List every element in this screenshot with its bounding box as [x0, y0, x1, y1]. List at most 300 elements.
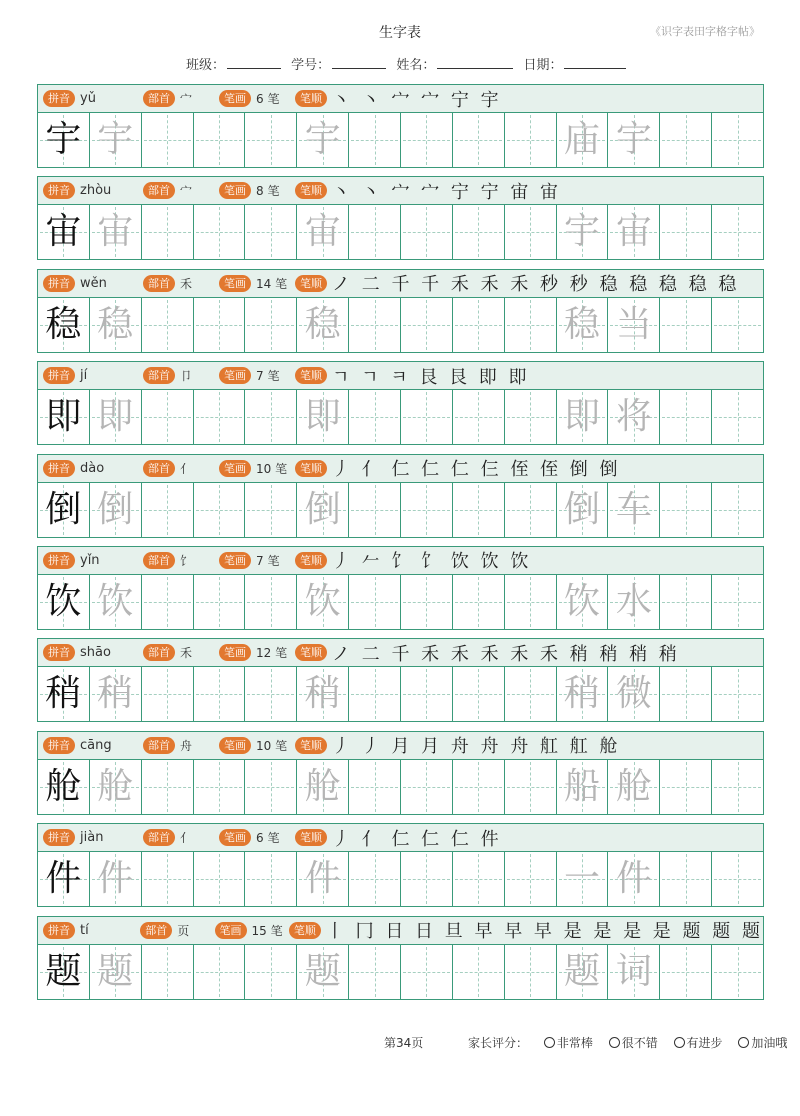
- writing-cell[interactable]: [349, 760, 401, 814]
- writing-cell[interactable]: [557, 667, 609, 721]
- trace-character: 宇: [615, 119, 652, 160]
- trace-character: 稳: [97, 303, 134, 345]
- writing-cell[interactable]: [194, 945, 246, 999]
- radical-badge: 部首: [143, 275, 175, 292]
- writing-cell[interactable]: [401, 298, 453, 352]
- pinyin-text: jí: [80, 368, 88, 384]
- writing-cell[interactable]: [38, 298, 90, 352]
- writing-cell[interactable]: [712, 483, 764, 537]
- tianzige-grid: [37, 389, 764, 445]
- trace-character: 件: [97, 858, 134, 900]
- writing-cell[interactable]: [194, 113, 246, 167]
- writing-cell[interactable]: [297, 298, 349, 352]
- stroke-order: 丨 冂 日 日 旦 早 早 早 是 是 是 是 题 题 题: [325, 921, 763, 943]
- writing-cell[interactable]: [245, 205, 297, 259]
- writing-cell[interactable]: [453, 483, 505, 537]
- trace-character: 宇: [97, 119, 134, 160]
- writing-cell[interactable]: [660, 205, 712, 259]
- writing-cell[interactable]: [401, 945, 453, 999]
- character-row: [37, 454, 764, 538]
- pinyin-badge: 拼音: [43, 644, 75, 661]
- strokes-badge: 笔画: [219, 182, 251, 199]
- row-header: [37, 269, 764, 297]
- writing-cell[interactable]: [453, 298, 505, 352]
- writing-cell[interactable]: [453, 390, 505, 444]
- trace-character: 舱: [615, 765, 652, 807]
- strokes-badge: 笔画: [219, 275, 251, 292]
- rating-option-3[interactable]: 有进步: [674, 1036, 723, 1050]
- writing-cell[interactable]: [297, 113, 349, 167]
- writing-cell[interactable]: [453, 760, 505, 814]
- writing-cell[interactable]: [90, 390, 142, 444]
- writing-cell[interactable]: [557, 483, 609, 537]
- character-row: [37, 361, 764, 445]
- writing-cell[interactable]: [38, 113, 90, 167]
- trace-character: 即: [564, 396, 601, 438]
- strokes-badge: 笔画: [219, 644, 251, 661]
- writing-cell[interactable]: [194, 852, 246, 906]
- writing-cell[interactable]: [194, 483, 246, 537]
- info-line: [186, 54, 632, 73]
- date-field[interactable]: [523, 54, 626, 73]
- trace-character: 将: [615, 396, 652, 438]
- stroke-order: 丶 丶 宀 宀 宁 宇: [332, 89, 502, 111]
- writing-cell[interactable]: [90, 945, 142, 999]
- writing-cell[interactable]: [349, 945, 401, 999]
- strokes-badge: 笔画: [219, 829, 251, 846]
- trace-character: 件: [304, 858, 341, 900]
- writing-cell[interactable]: [349, 667, 401, 721]
- trace-character: 即: [97, 396, 134, 438]
- writing-cell[interactable]: [608, 390, 660, 444]
- writing-cell[interactable]: [194, 575, 246, 629]
- trace-character: 题: [564, 950, 601, 992]
- stroke-count: 7 笔: [256, 369, 280, 384]
- writing-cell[interactable]: [505, 852, 557, 906]
- writing-cell[interactable]: [712, 667, 764, 721]
- writing-cell[interactable]: [401, 852, 453, 906]
- pinyin-text: yǔ: [80, 91, 96, 106]
- row-header: [37, 731, 764, 759]
- writing-cell[interactable]: [505, 667, 557, 721]
- tianzige-grid: [37, 759, 764, 815]
- strokes-badge: 笔画: [219, 460, 251, 477]
- class-field[interactable]: [186, 54, 281, 73]
- writing-cell[interactable]: [660, 390, 712, 444]
- order-badge: 笔顺: [295, 460, 327, 477]
- writing-cell[interactable]: [194, 205, 246, 259]
- order-badge: 笔顺: [295, 552, 327, 569]
- pinyin-badge: 拼音: [43, 275, 75, 292]
- tianzige-grid: [37, 574, 764, 630]
- writing-cell[interactable]: [90, 298, 142, 352]
- model-character: 稳: [45, 303, 82, 345]
- writing-cell[interactable]: [194, 390, 246, 444]
- trace-character: 稍: [564, 673, 601, 715]
- writing-cell[interactable]: [608, 298, 660, 352]
- writing-cell[interactable]: [453, 575, 505, 629]
- rating-option-1[interactable]: 非常棒: [544, 1036, 593, 1050]
- writing-cell[interactable]: [557, 390, 609, 444]
- writing-cell[interactable]: [349, 483, 401, 537]
- radical-badge: 部首: [143, 829, 175, 846]
- writing-cell[interactable]: [505, 945, 557, 999]
- tianzige-grid: [37, 204, 764, 260]
- writing-cell[interactable]: [245, 575, 297, 629]
- pinyin-badge: 拼音: [43, 182, 75, 199]
- writing-cell[interactable]: [297, 945, 349, 999]
- writing-cell[interactable]: [660, 113, 712, 167]
- writing-cell[interactable]: [557, 298, 609, 352]
- stroke-order: 丿 亻 仁 仁 仁 件: [332, 828, 502, 850]
- writing-cell[interactable]: [505, 113, 557, 167]
- pinyin-badge: 拼音: [43, 552, 75, 569]
- trace-character: 饮: [304, 580, 341, 622]
- tianzige-grid: [37, 297, 764, 353]
- pinyin-badge: 拼音: [43, 460, 75, 477]
- order-badge: 笔顺: [295, 367, 327, 384]
- writing-cell[interactable]: [608, 667, 660, 721]
- writing-cell[interactable]: [297, 205, 349, 259]
- writing-cell[interactable]: [142, 667, 194, 721]
- radical-text: 卩: [180, 369, 193, 384]
- trace-character: 稳: [564, 303, 601, 345]
- order-badge: 笔顺: [295, 182, 327, 199]
- order-badge: 笔顺: [295, 737, 327, 754]
- writing-cell[interactable]: [557, 205, 609, 259]
- student-no-label: 学号：: [291, 58, 331, 73]
- character-row: [37, 176, 764, 260]
- writing-cell[interactable]: [401, 113, 453, 167]
- trace-character: 船: [564, 765, 601, 807]
- trace-character: 宙: [304, 211, 341, 253]
- writing-cell[interactable]: [712, 760, 764, 814]
- writing-cell[interactable]: [245, 483, 297, 537]
- character-table: [37, 84, 764, 1008]
- strokes-badge: 笔画: [215, 922, 247, 939]
- writing-cell[interactable]: [608, 852, 660, 906]
- pinyin-badge: 拼音: [43, 829, 75, 846]
- writing-cell[interactable]: [38, 667, 90, 721]
- radical-badge: 部首: [143, 367, 175, 384]
- writing-cell[interactable]: [557, 575, 609, 629]
- character-row: [37, 84, 764, 168]
- trace-character: 稍: [97, 673, 134, 715]
- trace-character: 舱: [97, 765, 134, 807]
- trace-character: 微: [615, 673, 652, 715]
- writing-cell[interactable]: [453, 852, 505, 906]
- radical-text: 舟: [180, 738, 193, 753]
- writing-cell[interactable]: [38, 945, 90, 999]
- writing-cell[interactable]: [401, 667, 453, 721]
- writing-cell[interactable]: [90, 483, 142, 537]
- stroke-order: ノ 二 千 千 禾 禾 禾 秒 秒 稳 稳 稳 稳 稳: [332, 274, 740, 296]
- character-row: [37, 823, 764, 907]
- radical-badge: 部首: [143, 644, 175, 661]
- model-character: 即: [45, 396, 82, 438]
- radical-text: 亻: [180, 831, 193, 846]
- trace-character: 题: [304, 950, 341, 992]
- writing-cell[interactable]: [660, 298, 712, 352]
- writing-cell[interactable]: [142, 760, 194, 814]
- writing-cell[interactable]: [142, 852, 194, 906]
- writing-cell[interactable]: [349, 390, 401, 444]
- character-row: [37, 638, 764, 722]
- stroke-count: 7 笔: [256, 553, 280, 568]
- radical-text: 宀: [180, 184, 193, 199]
- rating-option-2[interactable]: 很不错: [609, 1036, 658, 1050]
- writing-cell[interactable]: [712, 575, 764, 629]
- writing-cell[interactable]: [712, 205, 764, 259]
- writing-cell[interactable]: [349, 575, 401, 629]
- tianzige-grid: [37, 666, 764, 722]
- writing-cell[interactable]: [660, 483, 712, 537]
- trace-character: 倒: [97, 488, 134, 530]
- radical-badge: 部首: [143, 460, 175, 477]
- pinyin-text: shāo: [80, 645, 111, 661]
- writing-cell[interactable]: [38, 852, 90, 906]
- stroke-count: 6 笔: [256, 831, 280, 846]
- trace-character: 当: [615, 303, 652, 345]
- name-label: 姓名：: [396, 58, 436, 73]
- stroke-order: ノ 二 千 禾 禾 禾 禾 禾 稍 稍 稍 稍: [332, 643, 680, 665]
- writing-cell[interactable]: [297, 390, 349, 444]
- writing-cell[interactable]: [401, 760, 453, 814]
- writing-cell[interactable]: [505, 483, 557, 537]
- writing-cell[interactable]: [297, 667, 349, 721]
- writing-cell[interactable]: [142, 483, 194, 537]
- writing-cell[interactable]: [712, 390, 764, 444]
- row-header: [37, 823, 764, 851]
- tianzige-grid: [37, 851, 764, 907]
- stroke-order: 丿 𠂉 饣 饣 饮 饮 饮: [332, 551, 532, 573]
- writing-cell[interactable]: [660, 852, 712, 906]
- trace-character: 稍: [304, 673, 341, 715]
- trace-character: 稳: [304, 303, 341, 345]
- writing-cell[interactable]: [38, 483, 90, 537]
- model-character: 舱: [45, 765, 82, 807]
- stroke-count: 10 笔: [256, 461, 288, 476]
- writing-cell[interactable]: [505, 205, 557, 259]
- writing-cell[interactable]: [453, 205, 505, 259]
- tianzige-grid: [37, 112, 764, 168]
- page-title: 生字表: [379, 25, 421, 41]
- writing-cell[interactable]: [90, 852, 142, 906]
- writing-cell[interactable]: [608, 945, 660, 999]
- trace-character: 宇: [304, 119, 341, 160]
- writing-cell[interactable]: [38, 760, 90, 814]
- writing-cell[interactable]: [349, 298, 401, 352]
- strokes-badge: 笔画: [219, 737, 251, 754]
- writing-cell[interactable]: [38, 575, 90, 629]
- writing-cell[interactable]: [660, 575, 712, 629]
- model-character: 宙: [45, 211, 82, 253]
- writing-cell[interactable]: [90, 205, 142, 259]
- writing-cell[interactable]: [712, 945, 764, 999]
- pinyin-text: zhòu: [80, 183, 112, 199]
- writing-cell[interactable]: [608, 575, 660, 629]
- character-row: [37, 916, 764, 1000]
- name-field[interactable]: [396, 54, 513, 73]
- stroke-count: 6 笔: [256, 92, 280, 106]
- writing-cell[interactable]: [142, 113, 194, 167]
- writing-cell[interactable]: [608, 205, 660, 259]
- writing-cell[interactable]: [297, 483, 349, 537]
- order-badge: 笔顺: [295, 644, 327, 661]
- writing-cell[interactable]: [505, 390, 557, 444]
- writing-cell[interactable]: [401, 575, 453, 629]
- model-character: 倒: [45, 488, 82, 530]
- writing-cell[interactable]: [297, 852, 349, 906]
- trace-character: 饮: [564, 580, 601, 622]
- writing-cell[interactable]: [557, 852, 609, 906]
- writing-cell[interactable]: [90, 667, 142, 721]
- stroke-count: 14 笔: [256, 276, 288, 291]
- model-character: 题: [45, 950, 82, 992]
- pinyin-text: wěn: [80, 275, 107, 291]
- trace-character: 庙: [564, 119, 601, 160]
- strokes-badge: 笔画: [219, 367, 251, 384]
- pinyin-text: tí: [80, 922, 89, 938]
- trace-character: 水: [615, 580, 652, 622]
- model-character: 饮: [45, 580, 82, 622]
- writing-cell[interactable]: [453, 945, 505, 999]
- writing-cell[interactable]: [245, 113, 297, 167]
- writing-cell[interactable]: [142, 205, 194, 259]
- writing-cell[interactable]: [38, 205, 90, 259]
- radical-text: 页: [177, 923, 190, 938]
- writing-cell[interactable]: [608, 113, 660, 167]
- stroke-count: 10 笔: [256, 738, 288, 753]
- writing-cell[interactable]: [401, 390, 453, 444]
- radical-badge: 部首: [143, 182, 175, 199]
- radical-text: 宀: [180, 92, 193, 106]
- stroke-order: 丿 亻 仁 仁 仁 仨 侄 侄 倒 倒: [332, 459, 621, 481]
- parent-rating: [468, 1034, 787, 1051]
- trace-character: 题: [97, 950, 134, 992]
- pinyin-badge: 拼音: [43, 922, 75, 939]
- radical-text: 饣: [180, 553, 193, 568]
- writing-cell[interactable]: [38, 390, 90, 444]
- character-row: [37, 546, 764, 630]
- pinyin-text: dào: [80, 460, 105, 476]
- writing-cell[interactable]: [245, 760, 297, 814]
- writing-cell[interactable]: [453, 667, 505, 721]
- writing-cell[interactable]: [660, 945, 712, 999]
- writing-cell[interactable]: [712, 113, 764, 167]
- writing-cell[interactable]: [245, 852, 297, 906]
- writing-cell[interactable]: [660, 667, 712, 721]
- writing-cell[interactable]: [349, 113, 401, 167]
- writing-cell[interactable]: [142, 298, 194, 352]
- trace-character: 件: [615, 858, 652, 900]
- row-header: [37, 361, 764, 389]
- writing-cell[interactable]: [505, 760, 557, 814]
- writing-cell[interactable]: [401, 483, 453, 537]
- radical-text: 亻: [180, 461, 193, 476]
- trace-character: 宙: [615, 211, 652, 253]
- rating-label: 家长评分：: [468, 1036, 529, 1050]
- date-label: 日期：: [523, 58, 563, 73]
- model-character: 件: [45, 858, 82, 900]
- writing-cell[interactable]: [245, 298, 297, 352]
- pinyin-text: cāng: [80, 737, 112, 753]
- trace-character: 词: [615, 950, 652, 992]
- writing-cell[interactable]: [194, 760, 246, 814]
- writing-cell[interactable]: [349, 205, 401, 259]
- writing-cell[interactable]: [453, 113, 505, 167]
- pinyin-text: yǐn: [80, 552, 100, 568]
- row-header: [37, 454, 764, 482]
- order-badge: 笔顺: [295, 275, 327, 292]
- writing-cell[interactable]: [505, 575, 557, 629]
- order-badge: 笔顺: [295, 829, 327, 846]
- model-character: 稍: [45, 673, 82, 715]
- writing-cell[interactable]: [142, 945, 194, 999]
- row-header: [37, 916, 764, 944]
- writing-cell[interactable]: [297, 760, 349, 814]
- trace-character: 倒: [564, 488, 601, 530]
- writing-cell[interactable]: [194, 667, 246, 721]
- writing-cell[interactable]: [557, 760, 609, 814]
- writing-cell[interactable]: [245, 667, 297, 721]
- row-header: [37, 546, 764, 574]
- radical-badge: 部首: [143, 90, 175, 107]
- writing-cell[interactable]: [608, 760, 660, 814]
- writing-cell[interactable]: [245, 945, 297, 999]
- character-row: [37, 731, 764, 815]
- trace-character: 饮: [97, 580, 134, 622]
- writing-cell[interactable]: [712, 852, 764, 906]
- radical-badge: 部首: [143, 552, 175, 569]
- trace-character: 舱: [304, 765, 341, 807]
- writing-cell[interactable]: [245, 390, 297, 444]
- page-number: 第34页: [384, 1036, 424, 1050]
- writing-cell[interactable]: [194, 298, 246, 352]
- writing-cell[interactable]: [557, 945, 609, 999]
- trace-character: 倒: [304, 488, 341, 530]
- writing-cell[interactable]: [349, 852, 401, 906]
- writing-cell[interactable]: [90, 575, 142, 629]
- writing-cell[interactable]: [660, 760, 712, 814]
- rating-option-4[interactable]: 加油哦: [738, 1036, 787, 1050]
- trace-character: 即: [304, 396, 341, 438]
- writing-cell[interactable]: [608, 483, 660, 537]
- student-no-field[interactable]: [291, 54, 386, 73]
- row-header: [37, 84, 764, 112]
- tianzige-grid: [37, 482, 764, 538]
- radical-text: 禾: [180, 276, 193, 291]
- writing-cell[interactable]: [297, 575, 349, 629]
- writing-cell[interactable]: [401, 205, 453, 259]
- writing-cell[interactable]: [90, 113, 142, 167]
- writing-cell[interactable]: [90, 760, 142, 814]
- writing-cell[interactable]: [557, 113, 609, 167]
- trace-character: 一: [564, 858, 601, 900]
- model-character: 宇: [45, 119, 82, 160]
- stroke-count: 15 笔: [251, 923, 283, 938]
- row-header: [37, 176, 764, 204]
- radical-badge: 部首: [140, 922, 172, 939]
- trace-character: 车: [615, 488, 652, 530]
- pinyin-badge: 拼音: [43, 90, 75, 107]
- stroke-order: 丿 丿 月 月 舟 舟 舟 舡 舡 舱: [332, 736, 621, 758]
- writing-cell[interactable]: [505, 298, 557, 352]
- trace-character: 宙: [97, 211, 134, 253]
- writing-cell[interactable]: [712, 298, 764, 352]
- writing-cell[interactable]: [142, 575, 194, 629]
- writing-cell[interactable]: [142, 390, 194, 444]
